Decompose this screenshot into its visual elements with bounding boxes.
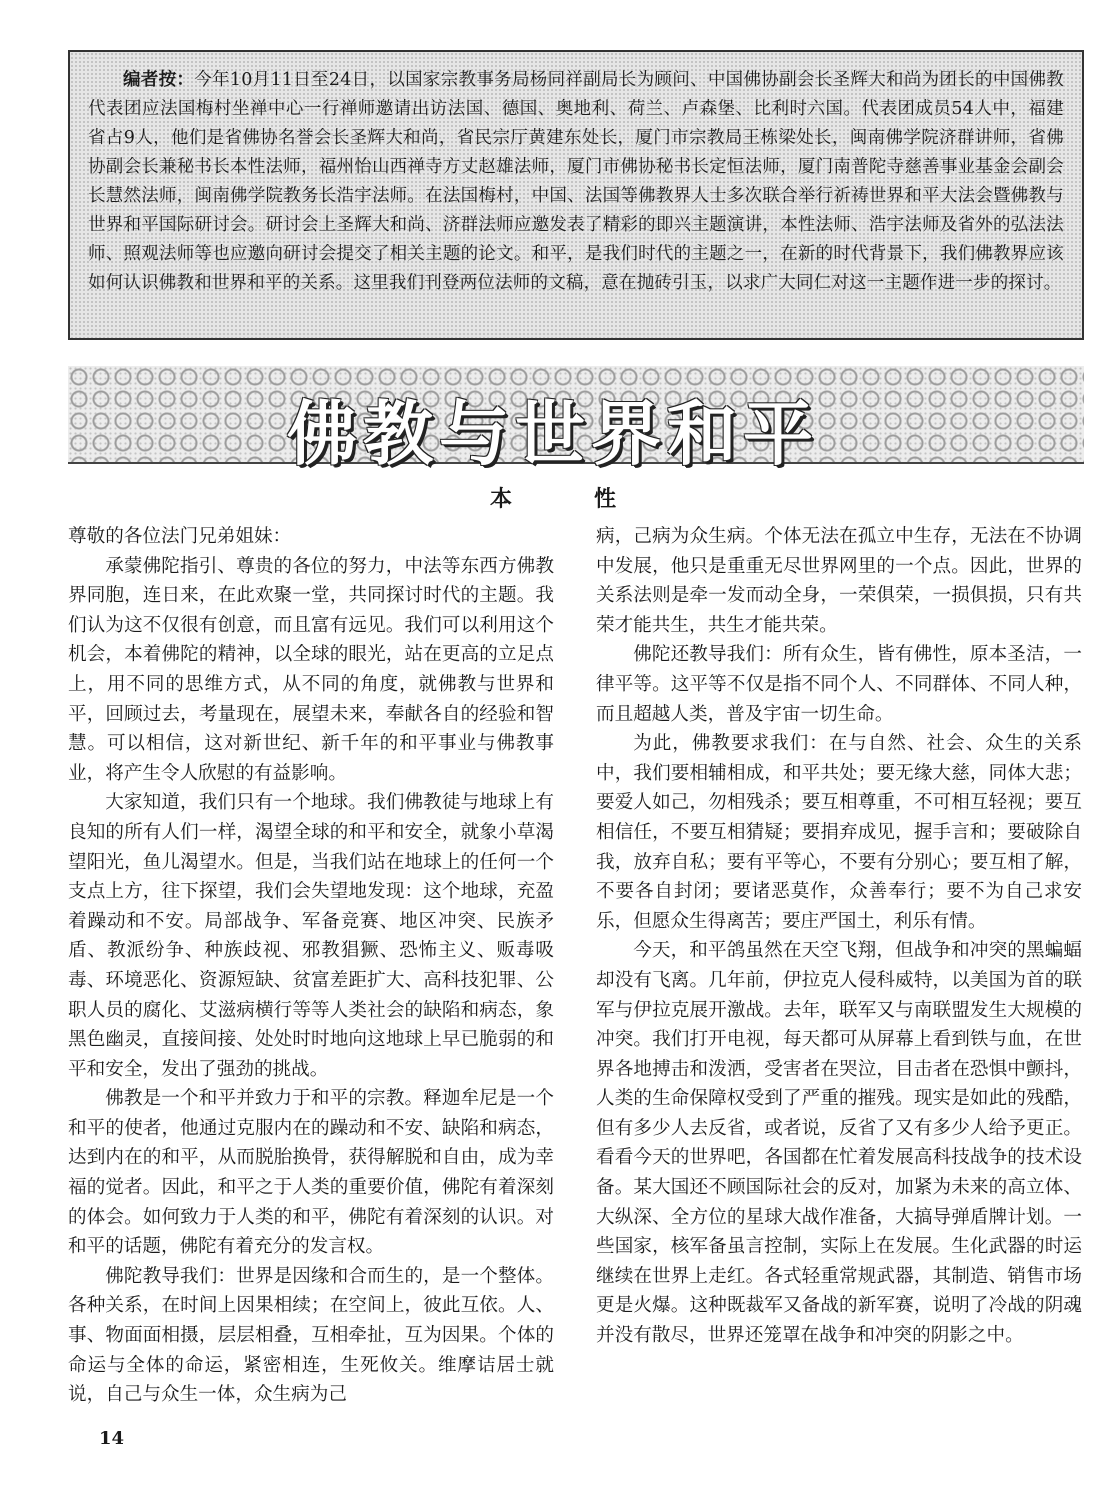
paragraph: 大家知道，我们只有一个地球。我们佛教徒与地球上有良知的所有人们一样，渴望全球的和平和安全，就象小草渴望阳光，鱼儿渴望水。但是，当我们站在地球上的任何一个支点上方，往下探望，我们会失望地发现：这个地球，充盈着躁动和不安。局部战争、军备竞赛、地区冲突、民族矛盾、教派纷争、种族歧视、邪教猖獗、恐怖主义、贩毒吸毒、环境恶化、资源短缺、贫富差距扩大、高科技犯罪、公职人员的腐化、艾滋病横行等等人类社会的缺陷和病态，象黑色幽灵，直接间接、处处时时地向这地球上早已脆弱的和平和安全，发出了强劲的挑战。 — [68, 792, 554, 1080]
editor-note-text: 今年10月11日至24日，以国家宗教事务局杨同祥副局长为顾问、中国佛协副会长圣辉大和尚为团长的中国佛教代表团应法国梅村坐禅中心一行禅师邀请出访法国、德国、奥地利、荷兰、卢森堡、比利时六国。代表团成员54人中，福建省占9人，他们是省佛协名誉会长圣辉大和尚，省民宗厅黄建东处长，厦门市宗教局王栋梁处长，闽南佛学院济群讲师，省佛协副会长兼秘书长本性法师，福州怡山西禅寺方丈赵雄法师，厦门市佛协秘书长定恒法师，厦门南普陀寺慈善事业基金会副会长慧然法师，闽南佛学院教务长浩宇法师。在法国梅村，中国、法国等佛教界人士多次联合举行祈祷世界和平大法会暨佛教与世界和平国际研讨会。研讨会上圣辉大和尚、济群法师应邀发表了精彩的即兴主题演讲，本性法师、浩宇法师及省外的弘法法师、照观法师等也应邀向研讨会提交了相关主题的论文。和平，是我们时代的主题之一，在新的时代背景下，我们佛教界应该如何认识佛教和世界和平的关系。这里我们刊登两位法师的文稿，意在抛砖引玉，以求广大同仁对这一主题作进一步的探讨。 — [88, 70, 1064, 293]
paragraph: 佛陀教导我们：世界是因缘和合而生的，是一个整体。各种关系，在时间上因果相续；在空间上，彼此互依。人、事、物面面相摄，层层相叠，互相牵扯，互为因果。个体的命运与全体的命运，紧密相连，生死攸关。维摩诘居士就说，自己与众生一体，众生病为己 — [68, 1265, 554, 1406]
paragraph: 佛陀还教导我们：所有众生，皆有佛性，原本圣洁，一律平等。这平等不仅是指不同个人、不同群体、不同人种，而且超越人类，普及宇宙一切生命。 — [596, 644, 1082, 725]
paragraph: 今天，和平鸽虽然在天空飞翔，但战争和冲突的黑蝙蝠却没有飞离。几年前，伊拉克人侵科威特，以美国为首的联军与伊拉克展开激战。去年，联军又与南联盟发生大规模的冲突。我们打开电视，每天都可从屏幕上看到铁与血，在世界各地搏击和泼洒，受害者在哭泣，目击者在恐惧中颤抖，人类的生命保障权受到了严重的摧残。现实是如此的残酷，但有多少人去反省，或者说，反省了又有多少人给予更正。看看今天的世界吧，各国都在忙着发展高科技战争的技术设备。某大国还不顾国际社会的反对，加紧为未来的高立体、大纵深、全方位的星球大战作准备，大搞导弹盾牌计划。一些国家，核军备虽言控制，实际上在发展。生化武器的时运继续在世界上走红。各式轻重常规武器，其制造、销售市场更是火爆。这种既裁军又备战的新军赛，说明了冷战的阴魂并没有散尽，世界还笼罩在战争和冲突的阴影之中。 — [596, 940, 1082, 1347]
paragraph-continued: 病，己病为众生病。个体无法在孤立中生存，无法在不协调中发展，他只是重重无尽世界网里的一个点。因此，世界的关系法则是牵一发而动全身，一荣俱荣，一损俱损，只有共荣才能共生，共生才能共荣。 — [596, 526, 1082, 636]
editor-note-lead: 编者按： — [123, 70, 195, 90]
paragraph: 承蒙佛陀指引、尊贵的各位的努力，中法等东西方佛教界同胞，连日来，在此欢聚一堂，共同探讨时代的主题。我们认为这不仅很有创意，而且富有远见。我们可以利用这个机会，本着佛陀的精神，以全球的眼光，站在更高的立足点上，用不同的思维方式，从不同的角度，就佛教与世界和平，回顾过去，考量现在，展望未来，奉献各自的经验和智慧。可以相信，这对新世纪、新千年的和平事业与佛教事业，将产生令人欣慰的有益影响。 — [68, 555, 554, 784]
article-author: 本 性 — [489, 486, 646, 512]
paragraph: 为此，佛教要求我们：在与自然、社会、众生的关系中，我们要相辅相成，和平共处；要无缘大慈，同体大悲；要爱人如己，勿相残杀；要互相尊重，不可相互轻视；要互相信任，不要互相猜疑；要捐弃成见，握手言和；要破除自我，放弃自私；要有平等心，不要有分别心；要互相了解，不要各自封闭；要诸恶莫作，众善奉行；要不为自己求安乐，但愿众生得离苦；要庄严国土，利乐有情。 — [596, 733, 1082, 932]
right-column — [596, 522, 1082, 1351]
article-title: 佛教与世界和平 — [287, 393, 819, 475]
salutation: 尊敬的各位法门兄弟姐妹： — [68, 526, 292, 547]
left-column — [68, 522, 554, 1410]
editor-note — [68, 50, 1084, 340]
page-number: 14 — [99, 1428, 125, 1449]
paragraph: 佛教是一个和平并致力于和平的宗教。释迦牟尼是一个和平的使者，他通过克服内在的躁动和不安、缺陷和病态，达到内在的和平，从而脱胎换骨，获得解脱和自由，成为幸福的觉者。因此，和平之于人类的重要价值，佛陀有着深刻的体会。如何致力于人类的和平，佛陀有着深刻的认识。对和平的话题，佛陀有着充分的发言权。 — [68, 1088, 554, 1258]
